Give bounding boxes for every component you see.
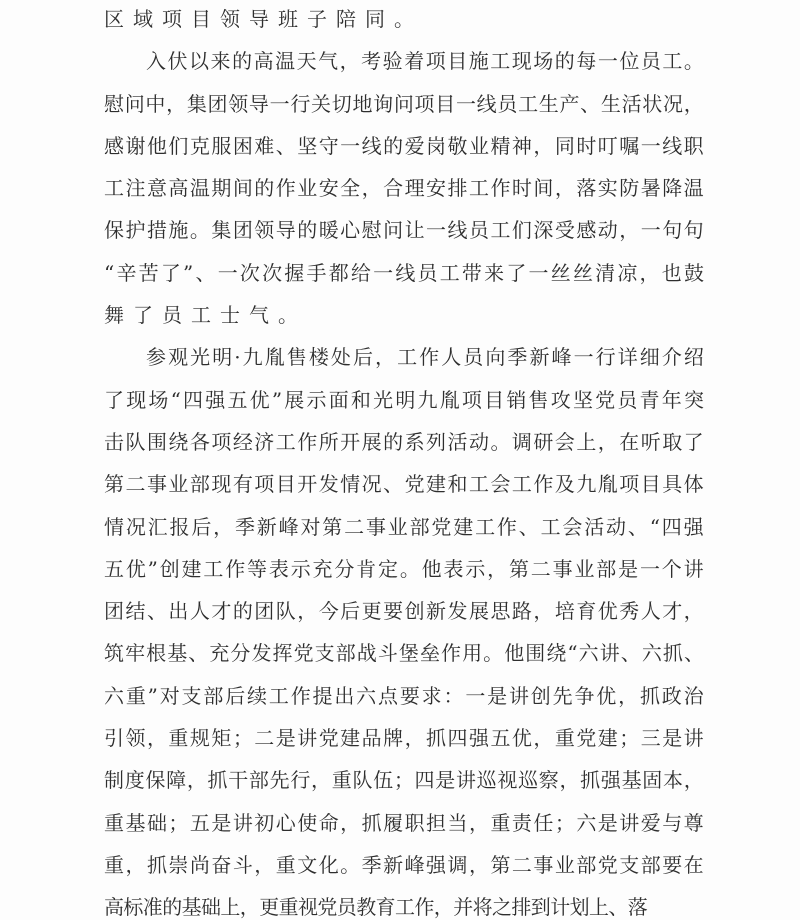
text-line-19: 制 度 保 障 ， 抓 干 部 先 行 ， 重 队 伍 ； 四 是 讲 巡 视 巡 察 ， 抓 强 基 固 本 ， [104, 768, 704, 793]
text-line-17: 六 重 ” 对 支 部 后 续 工 作 提 出 六 点 要 求 ： 一 是 讲 创 先 争 优 ， 抓 政 治 [104, 683, 704, 708]
text-line-22: 高标准的基础上，更重视党员教育工作，并将之排到计划上、落 [104, 895, 648, 920]
text-line-13: 情 况 汇 报 后 ， 季 新 峰 对 第 二 事 业 部 党 建 工 作 、 工 会 活 动 、 “ 四 强 [104, 514, 704, 539]
document-text-column [104, 0, 704, 920]
text-line-8: 舞了员工士气。 [104, 303, 307, 328]
text-line-11: 击 队 围 绕 各 项 经 济 工 作 所 开 展 的 系 列 活 动 。 调 研 会 上 ， 在 听 取 了 [104, 429, 704, 454]
text-line-12: 第 二 事 业 部 现 有 项 目 开 发 情 况 、 党 建 和 工 会 工 作 及 九 胤 项 目 具 体 [104, 472, 704, 497]
text-line-4: 感 谢 他 们 克 服 困 难 、 坚 守 一 线 的 爱 岗 敬 业 精 神 ， 同 时 叮 嘱 一 线 职 [104, 133, 704, 158]
text-line-20: 重 基 础 ； 五 是 讲 初 心 使 命 ， 抓 履 职 担 当 ， 重 责 任 ； 六 是 讲 爱 与 尊 [104, 810, 704, 835]
text-line-2: 入 伏 以 来 的 高 温 天 气 ， 考 验 着 项 目 施 工 现 场 的 每 一 位 员 工 。 [146, 49, 704, 74]
text-line-18: 引 领 ， 重 规 矩 ； 二 是 讲 党 建 品 牌 ， 抓 四 强 五 优 ， 重 党 建 ； 三 是 讲 [104, 726, 704, 751]
text-line-7: “ 辛 苦 了 ” 、 一 次 次 握 手 都 给 一 线 员 工 带 来 了 一 丝 丝 清 凉 ， 也 鼓 [104, 260, 704, 285]
text-line-15: 团 结 、 出 人 才 的 团 队 ， 今 后 更 要 创 新 发 展 思 路 ， 培 育 优 秀 人 才 ， [104, 599, 704, 624]
text-line-6: 保 护 措 施 。 集 团 领 导 的 暖 心 慰 问 让 一 线 员 工 们 深 受 感 动 ， 一 句 句 [104, 218, 704, 243]
text-line-10: 了 现 场 “ 四 强 五 优 ” 展 示 面 和 光 明 九 胤 项 目 销 售 攻 坚 党 员 青 年 突 [104, 387, 704, 412]
text-line-3: 慰 问 中 ， 集 团 领 导 一 行 关 切 地 询 问 项 目 一 线 员 工 生 产 、 生 活 状 况 ， [104, 91, 704, 116]
text-line-14: 五 优 ” 创 建 工 作 等 表 示 充 分 肯 定 。 他 表 示 ， 第 二 事 业 部 是 一 个 讲 [104, 556, 704, 581]
text-line-9: 参 观 光 明 · 九 胤 售 楼 处 后 ， 工 作 人 员 向 季 新 峰 一 行 详 细 介 绍 [146, 345, 704, 370]
text-line-16: 筑 牢 根 基 、 充 分 发 挥 党 支 部 战 斗 堡 垒 作 用 。 他 围 绕 “ 六 讲 、 六 抓 、 [104, 641, 704, 666]
text-line-21: 重 ， 抓 崇 尚 奋 斗 ， 重 文 化 。 季 新 峰 强 调 ， 第 二 事 业 部 党 支 部 要 在 [104, 852, 704, 877]
text-line-1: 区域项目领导班子陪同。 [104, 7, 423, 31]
text-line-5: 工 注 意 高 温 期 间 的 作 业 安 全 ， 合 理 安 排 工 作 时 间 ， 落 实 防 暑 降 温 [104, 176, 704, 201]
